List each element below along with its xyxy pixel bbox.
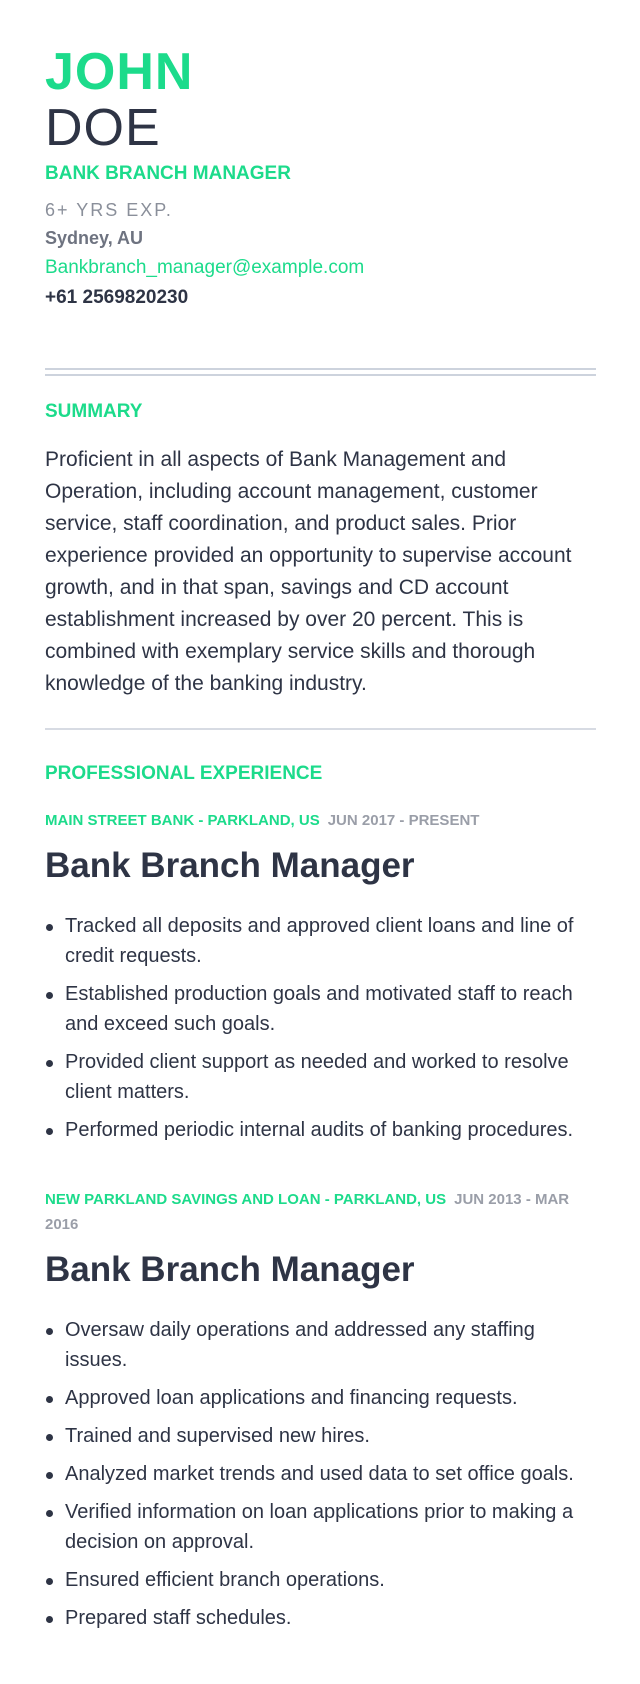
job-dates: JUN 2013 - MAR 2016	[45, 1191, 570, 1233]
bullet-dot-icon	[46, 992, 53, 999]
company-location: MAIN STREET BANK - PARKLAND, US	[45, 812, 320, 829]
bullet-item	[45, 1315, 596, 1375]
summary-section	[45, 400, 596, 700]
bullet-text: Oversaw daily operations and addressed any staffing issues.	[65, 1319, 535, 1371]
job-meta	[45, 1187, 596, 1237]
bullet-dot-icon	[46, 1396, 53, 1403]
bullet-item	[45, 1115, 596, 1145]
job-title: BANK BRANCH MANAGER	[45, 163, 291, 184]
bullet-item	[45, 1421, 596, 1451]
email-link[interactable]: Bankbranch_manager@example.com	[45, 257, 365, 278]
location: Sydney, AU	[45, 228, 144, 248]
bullet-text: Provided client support as needed and worked to resolve client matters.	[65, 1051, 569, 1103]
bullet-text: Analyzed market trends and used data to set office goals.	[65, 1463, 574, 1485]
bullet-text: Prepared staff schedules.	[65, 1607, 292, 1629]
job-entry	[45, 1187, 596, 1633]
last-name: DOE	[45, 99, 161, 157]
company-location: NEW PARKLAND SAVINGS AND LOAN - PARKLAND, US	[45, 1191, 447, 1208]
bullet-dot-icon	[46, 924, 53, 931]
bullet-dot-icon	[46, 1510, 53, 1517]
bullet-text: Performed periodic internal audits of banking procedures.	[65, 1119, 574, 1141]
header-divider	[45, 368, 596, 376]
bullet-item	[45, 1497, 596, 1557]
job-position: Bank Branch Manager	[45, 846, 415, 885]
job-dates: JUN 2017 - PRESENT	[327, 812, 480, 829]
phone-number: +61 2569820230	[45, 287, 189, 308]
job-position: Bank Branch Manager	[45, 1250, 415, 1289]
bullet-item	[45, 911, 596, 971]
bullet-text: Established production goals and motivated staff to reach and exceed such goals.	[65, 983, 573, 1035]
years-experience: 6+ YRS EXP.	[45, 200, 173, 220]
bullet-item	[45, 1047, 596, 1107]
bullet-dot-icon	[46, 1060, 53, 1067]
bullet-dot-icon	[46, 1328, 53, 1335]
bullet-text: Trained and supervised new hires.	[65, 1425, 370, 1447]
job-entry	[45, 808, 596, 1145]
bullet-dot-icon	[46, 1616, 53, 1623]
bullet-text: Tracked all deposits and approved client loans and line of credit requests.	[65, 915, 574, 967]
bullet-item	[45, 1383, 596, 1413]
bullet-item	[45, 1565, 596, 1595]
bullet-dot-icon	[46, 1578, 53, 1585]
experience-section	[45, 762, 596, 1633]
first-name: JOHN	[45, 43, 194, 101]
bullet-dot-icon	[46, 1434, 53, 1441]
job-bullets	[45, 1315, 596, 1633]
bullet-text: Approved loan applications and financing requests.	[65, 1387, 518, 1409]
experience-heading: PROFESSIONAL EXPERIENCE	[45, 763, 323, 784]
bullet-dot-icon	[46, 1472, 53, 1479]
resume-header	[45, 44, 596, 310]
job-meta	[45, 808, 596, 833]
summary-heading: SUMMARY	[45, 401, 143, 422]
summary-text: Proficient in all aspects of Bank Management and Operation, including account management, customer service, staff coordination, and product sales. Prior experience provided an opportunity to supervise account growth, and in that span, savings and CD account establishment increased by over 20 percent. This is combined with exemplary service skills and thorough knowledge of the banking industry.	[45, 448, 572, 695]
bullet-text: Verified information on loan applications prior to making a decision on approval.	[65, 1501, 574, 1553]
section-divider	[45, 728, 596, 730]
bullet-item	[45, 1459, 596, 1489]
bullet-dot-icon	[46, 1128, 53, 1135]
bullet-text: Ensured efficient branch operations.	[65, 1569, 385, 1591]
bullet-item	[45, 1603, 596, 1633]
job-bullets	[45, 911, 596, 1145]
bullet-item	[45, 979, 596, 1039]
